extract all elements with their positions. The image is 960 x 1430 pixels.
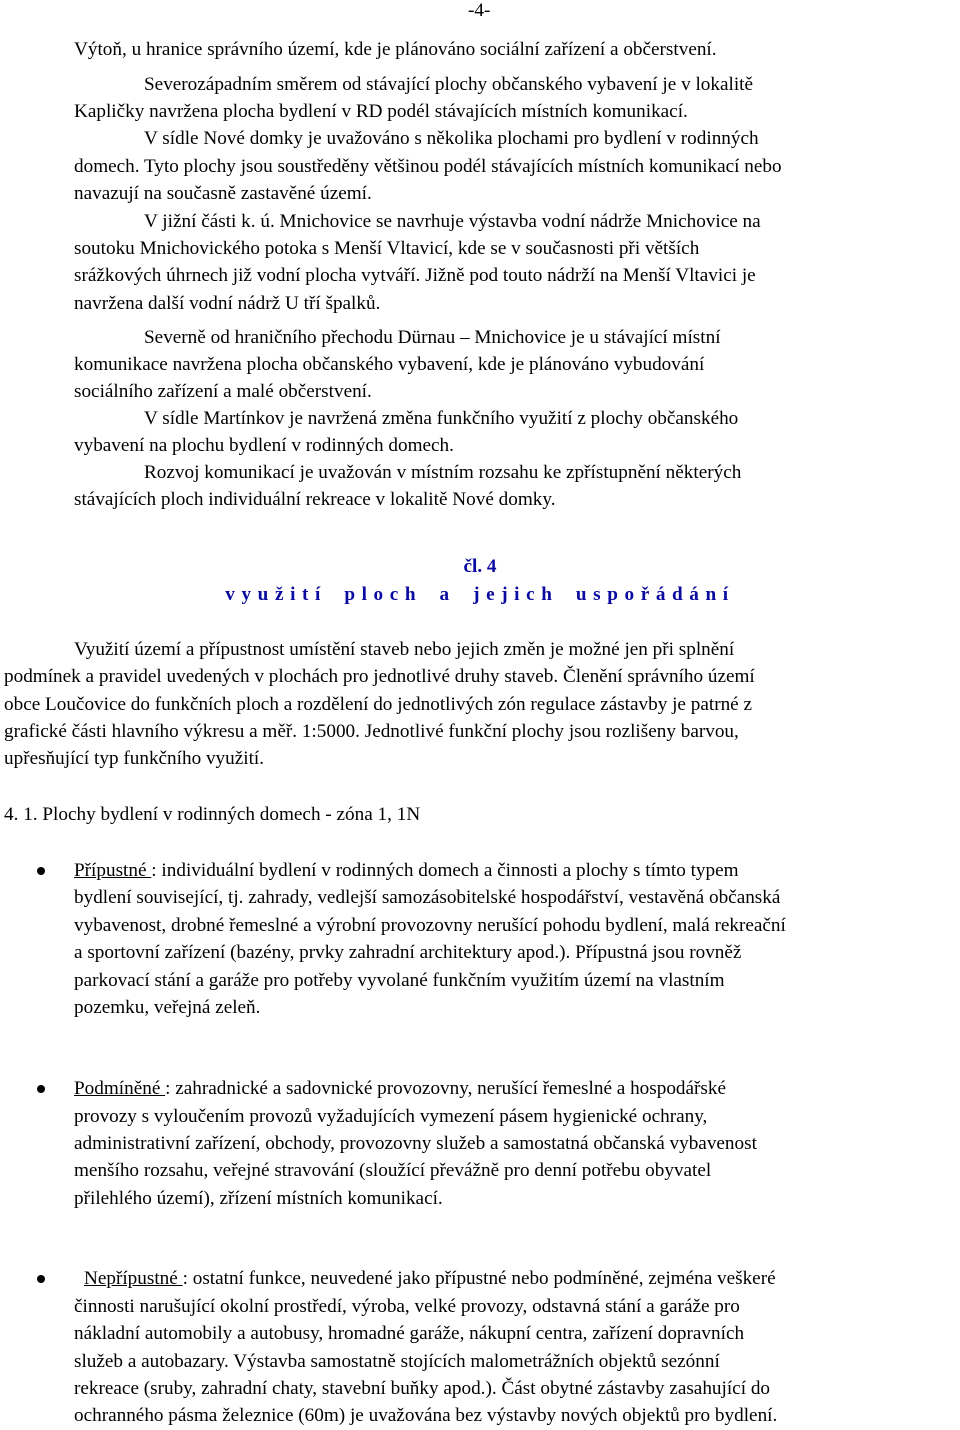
bullet-line: menšího rozsahu, veřejné stravování (sloužící převážně pro denní potřebu obyvatel [74,1160,712,1181]
bullet-line: přilehlého území), zřízení místních komunikací. [74,1188,443,1209]
intro-line: vybavení na plochu bydlení v rodinných domech. [74,435,454,456]
bullet-line: služeb a autobazary. Výstavba samostatně stojících malometrážních objektů sezónní [74,1351,720,1372]
bullet-line: ochranného pásma železnice (60m) je uvažována bez výstavby nových objektů pro bydlení. [74,1405,778,1426]
bullet-line: činnosti narušující okolní prostředí, výroba, velké provozy, odstavná stání a garáže pro [74,1296,740,1317]
bullet-line: parkovací stání a garáže pro potřeby vyvolané funkčním využitím území na vlastním [74,970,725,991]
bullet-label: Přípustné [74,860,152,881]
bullet-label: Nepřípustné [84,1268,183,1289]
section-number: čl. 4 [463,556,497,577]
bullet-first-line-text: : individuální bydlení v rodinných domech a činnosti a plochy s tímto typem [151,860,739,881]
body-line: upřesňující typ funkčního využití. [4,748,265,769]
bullet-dot-icon [37,1275,45,1283]
body-line: obce Loučovice do funkčních ploch a rozdělení do jednotlivých zón regulace zástavby je patrné z [4,694,753,715]
bullet-dot-icon [37,867,45,875]
bullet-first-line-text: : ostatní funkce, neuvedené jako přípustné nebo podmíněné, zejména veškeré [182,1268,776,1289]
intro-line: stávajících ploch individuální rekreace v lokalitě Nové domky. [74,489,556,510]
bullet-line: provozy s vyloučením provozů vyžadujících vymezení pásem hygienické ochrany, [74,1106,708,1127]
intro-line: Severozápadním směrem od stávající plochy občanského vybavení je v lokalitě [144,74,754,95]
body-line: Využití území a přípustnost umístění staveb nebo jejich změn je možné jen při splnění [74,639,735,660]
intro-line: domech. Tyto plochy jsou soustředěny většinou podél stávajících místních komunikací nebo [74,156,782,177]
intro-line: V sídle Nové domky je uvažováno s několika plochami pro bydlení v rodinných [144,128,759,149]
intro-line: soutoku Mnichovického potoka s Menší Vltavicí, kde se v současnosti při větších [74,238,700,259]
page-number: -4- [468,0,491,21]
bullet-first-line-text: : zahradnické a sadovnické provozovny, nerušící řemeslné a hospodářské [165,1078,726,1099]
intro-line: Výtoň, u hranice správního území, kde je plánováno sociální zařízení a občerstvení. [74,39,717,60]
bullet-line: a sportovní zařízení (bazény, prvky zahradní architektury apod.). Přípustná jsou rovněž [74,942,742,963]
intro-line: Kapličky navržena plocha bydlení v RD podél stávajících místních komunikací. [74,101,688,122]
intro-line: V jižní části k. ú. Mnichovice se navrhuje výstavba vodní nádrže Mnichovice na [144,211,761,232]
bullet-first-line [74,857,739,884]
bullet-line: bydlení související, tj. zahrady, vedlejší samozásobitelské hospodářství, vestavěná občanská [74,887,781,908]
intro-line: sociálního zařízení a malé občerstvení. [74,381,372,402]
body-line: grafické části hlavního výkresu a měř. 1:5000. Jednotlivé funkční plochy jsou rozlišeny barvou, [4,721,739,742]
bullet-line: pozemku, veřejná zeleň. [74,997,261,1018]
section-title: využití ploch a jejich uspořádání [225,584,735,605]
intro-line: Rozvoj komunikací je uvažován v místním rozsahu ke zpřístupnění některých [144,462,742,483]
bullet-line: nákladní automobily a autobusy, hromadné garáže, nákupní centra, zařízení dopravních [74,1323,745,1344]
intro-line: navazují na současně zastavěné území. [74,183,372,204]
intro-line: V sídle Martínkov je navržená změna funkčního využití z plochy občanského [144,408,739,429]
bullet-line: rekreace (sruby, zahradní chaty, stavební buňky apod.). Část obytné zástavby zasahující do [74,1378,771,1399]
subsection-title: 4. 1. Plochy bydlení v rodinných domech - zóna 1, 1N [4,804,421,825]
bullet-first-line [84,1265,776,1292]
intro-line: komunikace navržena plocha občanského vybavení, kde je plánováno vybudování [74,354,705,375]
intro-line: srážkových úhrnech již vodní plocha vytváří. Jižně pod touto nádrží na Menší Vltavici je [74,265,756,286]
bullet-first-line [74,1075,726,1102]
bullet-dot-icon [37,1085,45,1093]
intro-line: navržena další vodní nádrž U tří špalků. [74,293,381,314]
intro-line: Severně od hraničního přechodu Dürnau – Mnichovice je u stávající místní [144,327,721,348]
bullet-label: Podmíněné [74,1078,166,1099]
body-line: podmínek a pravidel uvedených v plochách pro jednotlivé druhy staveb. Členění správního území [4,666,755,687]
bullet-line: administrativní zařízení, obchody, provozovny služeb a samostatná občanská vybavenost [74,1133,757,1154]
bullet-line: vybavenost, drobné řemeslné a výrobní provozovny nerušící pohodu bydlení, malá rekreační [74,915,786,936]
